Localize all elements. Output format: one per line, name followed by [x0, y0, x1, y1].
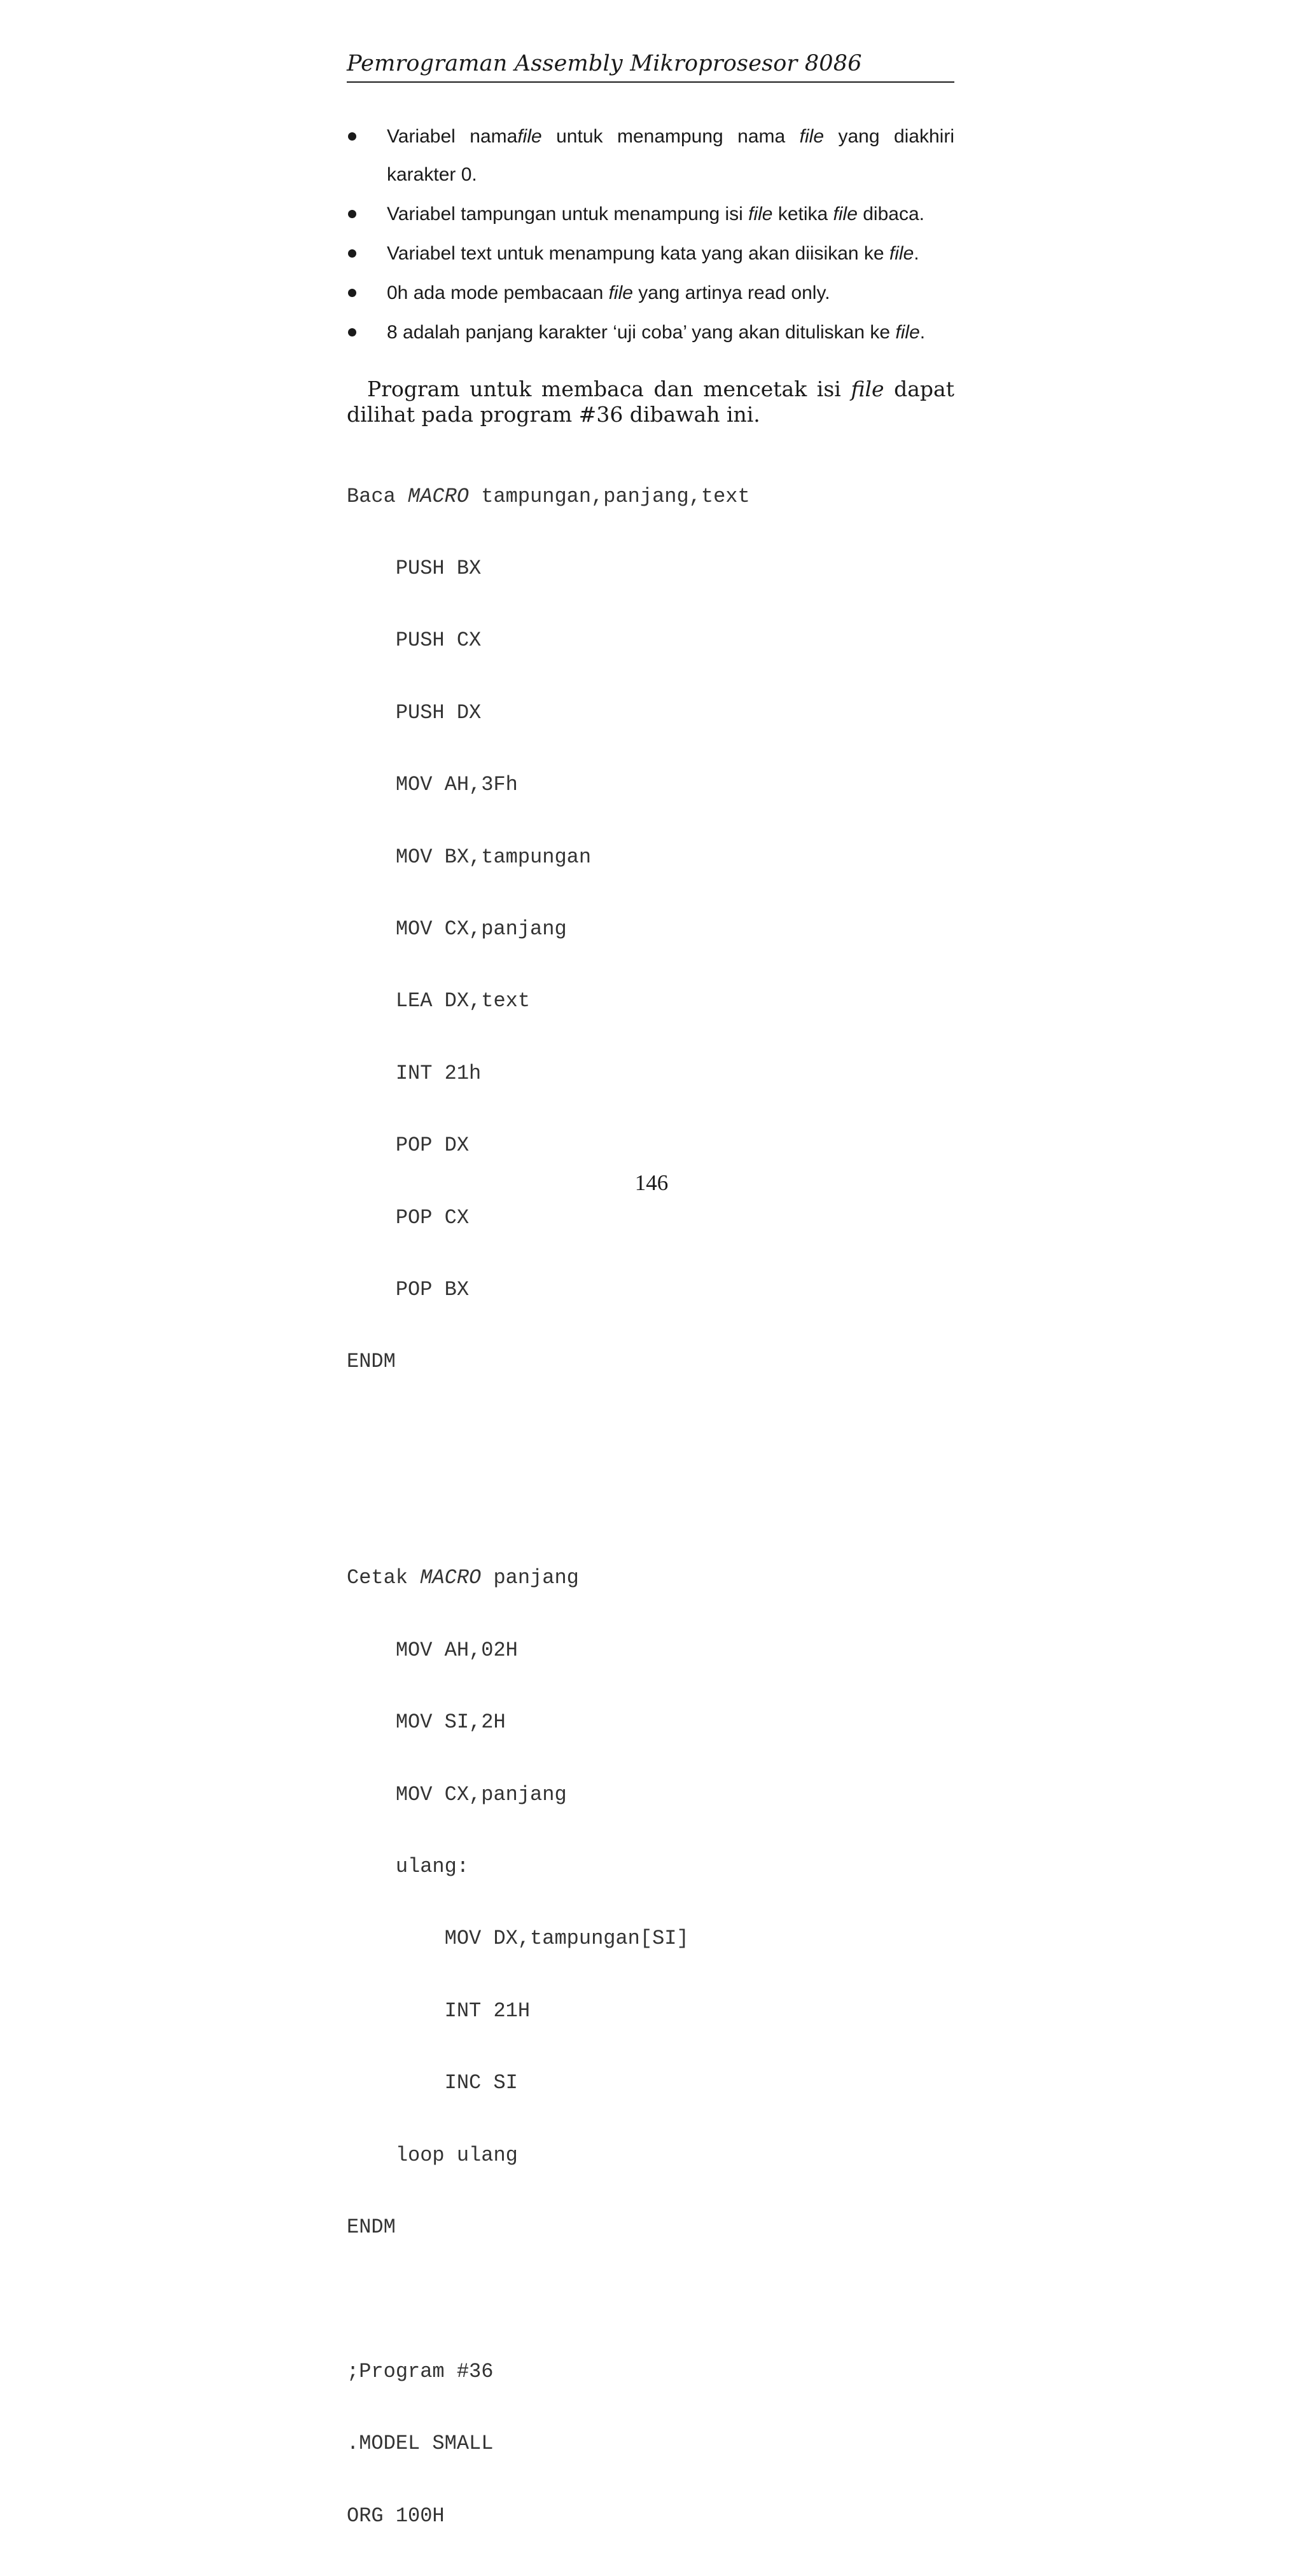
list-item	[347, 195, 954, 233]
list-item-text: Variabel tampungan untuk menampung isi file ketika file dibaca.	[387, 204, 924, 225]
variable-list	[347, 118, 954, 353]
book-title: Pemrograman Assembly Mikroprosesor 8086	[347, 51, 862, 76]
bullet-icon	[348, 132, 356, 141]
list-item	[347, 118, 954, 156]
code-line: PUSH CX	[347, 628, 482, 653]
list-item	[347, 314, 954, 352]
code-line: .MODEL SMALL	[347, 2432, 494, 2456]
list-item	[347, 235, 954, 273]
code-line: LEA DX,text	[347, 989, 531, 1013]
code-line: POP BX	[347, 1277, 470, 1301]
code-line-endm: ENDM	[347, 1350, 396, 1374]
code-line: INT 21H	[347, 1998, 531, 2023]
list-item-text: 0h ada mode pembacaan file yang artinya read only.	[387, 282, 830, 303]
code-line: MOV SI,2H	[347, 1710, 506, 1735]
list-item	[347, 274, 954, 312]
code-line-endm: ENDM	[347, 2215, 396, 2239]
blank-line	[347, 1422, 750, 1446]
code-line: MOV AH,3Fh	[347, 773, 518, 797]
intro-paragraph	[347, 377, 954, 427]
intro-line: Program untuk membaca dan mencetak isi file dapat	[367, 377, 954, 401]
code-line: loop ulang	[347, 2143, 518, 2167]
code-line: POP DX	[347, 1133, 470, 1158]
code-line: MOV CX,panjang	[347, 1782, 567, 1806]
list-item-continuation	[347, 156, 954, 194]
page-number: 146	[634, 1170, 669, 1195]
code-listing	[347, 436, 750, 2576]
code-line: INC SI	[347, 2071, 518, 2095]
code-line: INT 21h	[347, 1061, 482, 1085]
bullet-icon	[348, 289, 356, 297]
code-line: PUSH DX	[347, 700, 482, 724]
blank-line	[347, 2287, 750, 2311]
bullet-icon	[348, 210, 356, 218]
code-line: ulang:	[347, 1855, 470, 1879]
code-line: MOV CX,panjang	[347, 917, 567, 941]
code-line: POP CX	[347, 1205, 470, 1229]
blank-line	[347, 1494, 750, 1518]
list-item-text: Variabel namafile untuk menampung nama file yang diakhiri	[387, 126, 954, 147]
macro-header-cetak: Cetak MACRO panjang	[347, 1566, 579, 1590]
list-item-text: karakter 0.	[387, 164, 477, 185]
code-line: PUSH BX	[347, 556, 482, 580]
code-line: MOV AH,02H	[347, 1638, 518, 1662]
running-header	[347, 50, 954, 83]
code-line: MOV DX,tampungan[SI]	[347, 1927, 689, 1951]
code-line: ORG 100H	[347, 2503, 445, 2528]
code-line: MOV BX,tampungan	[347, 845, 592, 869]
macro-header-baca: Baca MACRO tampungan,panjang,text	[347, 484, 750, 508]
code-line: ;Program #36	[347, 2359, 494, 2383]
bullet-icon	[348, 328, 356, 336]
list-item-text: 8 adalah panjang karakter ‘uji coba’ yang akan dituliskan ke file.	[387, 322, 926, 343]
intro-line: dilihat pada program #36 dibawah ini.	[347, 402, 760, 427]
bullet-icon	[348, 249, 356, 258]
list-item-text: Variabel text untuk menampung kata yang akan diisikan ke file.	[387, 243, 919, 264]
